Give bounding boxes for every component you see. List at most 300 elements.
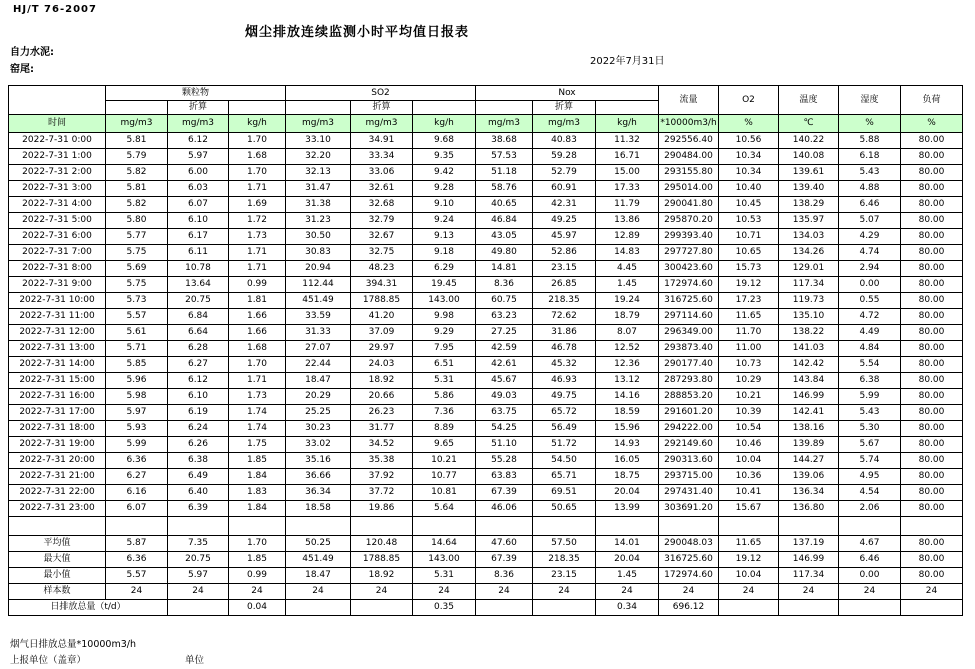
value-cell: 0.55 — [839, 293, 901, 309]
blank-cell — [351, 517, 413, 536]
value-cell: 48.23 — [351, 261, 413, 277]
value-cell: 11.70 — [719, 325, 779, 341]
doc-code: HJ/T 76-2007 — [13, 4, 97, 15]
value-cell: 1.66 — [229, 325, 286, 341]
time-cell: 2022-7-31 11:00 — [9, 309, 106, 325]
value-cell: 69.51 — [533, 485, 596, 501]
value-cell: 293873.40 — [659, 341, 719, 357]
value-cell — [351, 600, 413, 616]
value-cell: 146.99 — [779, 552, 839, 568]
summary-row — [9, 536, 963, 552]
unit-cell: *10000m3/h — [659, 115, 719, 133]
conv-label-pm: 折算 — [168, 101, 229, 115]
value-cell: 50.25 — [286, 536, 351, 552]
value-cell: 80.00 — [901, 405, 963, 421]
value-cell: 23.15 — [533, 261, 596, 277]
time-cell: 2022-7-31 8:00 — [9, 261, 106, 277]
value-cell: 5.86 — [413, 389, 476, 405]
value-cell: 5.61 — [106, 325, 168, 341]
blank-cell — [286, 101, 351, 115]
value-cell: 9.13 — [413, 229, 476, 245]
value-cell: 142.42 — [779, 357, 839, 373]
value-cell: 293155.80 — [659, 165, 719, 181]
value-cell: 5.97 — [168, 568, 229, 584]
value-cell: 32.68 — [351, 197, 413, 213]
value-cell: 5.81 — [106, 181, 168, 197]
value-cell: 290177.40 — [659, 357, 719, 373]
value-cell: 5.75 — [106, 277, 168, 293]
value-cell: 51.10 — [476, 437, 533, 453]
value-cell: 80.00 — [901, 309, 963, 325]
value-cell: 24 — [286, 584, 351, 600]
value-cell: 30.23 — [286, 421, 351, 437]
value-cell: 5.07 — [839, 213, 901, 229]
time-cell: 2022-7-31 19:00 — [9, 437, 106, 453]
unit-cell: kg/h — [229, 115, 286, 133]
value-cell: 299393.40 — [659, 229, 719, 245]
value-cell — [168, 600, 229, 616]
value-cell: 5.99 — [106, 437, 168, 453]
value-cell: 142.41 — [779, 405, 839, 421]
value-cell: 5.81 — [106, 133, 168, 149]
value-cell: 9.98 — [413, 309, 476, 325]
value-cell: 143.00 — [413, 552, 476, 568]
value-cell: 19.24 — [596, 293, 659, 309]
value-cell: 9.28 — [413, 181, 476, 197]
table-row — [9, 389, 963, 405]
value-cell: 6.64 — [168, 325, 229, 341]
value-cell: 38.68 — [476, 133, 533, 149]
value-cell: 140.08 — [779, 149, 839, 165]
time-cell: 2022-7-31 7:00 — [9, 245, 106, 261]
value-cell: 80.00 — [901, 261, 963, 277]
group-so2: SO2 — [286, 86, 476, 101]
value-cell: 1.83 — [229, 485, 286, 501]
value-cell: 11.65 — [719, 536, 779, 552]
value-cell: 24 — [719, 584, 779, 600]
value-cell: 26.85 — [533, 277, 596, 293]
time-header-blank — [9, 86, 106, 115]
value-cell: 10.40 — [719, 181, 779, 197]
value-cell: 5.74 — [839, 453, 901, 469]
value-cell: 30.50 — [286, 229, 351, 245]
blank-cell — [9, 517, 106, 536]
value-cell: 14.01 — [596, 536, 659, 552]
value-cell: 10.39 — [719, 405, 779, 421]
time-cell: 2022-7-31 17:00 — [9, 405, 106, 421]
value-cell: 16.05 — [596, 453, 659, 469]
value-cell: 13.64 — [168, 277, 229, 293]
group-humidity: 湿度 — [839, 86, 901, 115]
value-cell: 5.67 — [839, 437, 901, 453]
value-cell: 303691.20 — [659, 501, 719, 517]
value-cell: 451.49 — [286, 552, 351, 568]
value-cell: 17.33 — [596, 181, 659, 197]
value-cell: 140.22 — [779, 133, 839, 149]
value-cell: 218.35 — [533, 293, 596, 309]
value-cell: 139.61 — [779, 165, 839, 181]
value-cell: 6.07 — [106, 501, 168, 517]
value-cell: 63.23 — [476, 309, 533, 325]
value-cell: 138.16 — [779, 421, 839, 437]
value-cell: 1.69 — [229, 197, 286, 213]
value-cell: 8.36 — [476, 568, 533, 584]
value-cell: 9.18 — [413, 245, 476, 261]
value-cell: 5.93 — [106, 421, 168, 437]
value-cell: 50.65 — [533, 501, 596, 517]
value-cell: 4.29 — [839, 229, 901, 245]
blank-cell — [779, 517, 839, 536]
value-cell: 65.71 — [533, 469, 596, 485]
value-cell: 6.27 — [106, 469, 168, 485]
value-cell: 37.72 — [351, 485, 413, 501]
value-cell: 51.18 — [476, 165, 533, 181]
value-cell: 80.00 — [901, 133, 963, 149]
footer-unit: 单位 — [185, 655, 205, 666]
value-cell: 6.10 — [168, 213, 229, 229]
value-cell: 10.65 — [719, 245, 779, 261]
value-cell: 51.72 — [533, 437, 596, 453]
unit-cell: % — [719, 115, 779, 133]
value-cell: 24 — [779, 584, 839, 600]
value-cell: 288853.20 — [659, 389, 719, 405]
value-cell: 52.86 — [533, 245, 596, 261]
value-cell: 18.59 — [596, 405, 659, 421]
value-cell: 316725.60 — [659, 293, 719, 309]
table-row — [9, 485, 963, 501]
value-cell: 394.31 — [351, 277, 413, 293]
daily-total-row — [9, 600, 963, 616]
group-o2: O2 — [719, 86, 779, 115]
value-cell: 119.73 — [779, 293, 839, 309]
value-cell: 6.10 — [168, 389, 229, 405]
value-cell: 11.32 — [596, 133, 659, 149]
value-cell: 27.07 — [286, 341, 351, 357]
value-cell: 80.00 — [901, 245, 963, 261]
value-cell: 144.27 — [779, 453, 839, 469]
value-cell: 67.39 — [476, 552, 533, 568]
value-cell: 287293.80 — [659, 373, 719, 389]
company-label: 自力水泥: — [10, 47, 54, 58]
value-cell: 4.72 — [839, 309, 901, 325]
value-cell: 80.00 — [901, 341, 963, 357]
value-cell: 52.79 — [533, 165, 596, 181]
value-cell: 46.06 — [476, 501, 533, 517]
report-date: 2022年7月31日 — [590, 56, 665, 67]
value-cell: 5.82 — [106, 165, 168, 181]
value-cell: 8.36 — [476, 277, 533, 293]
value-cell: 24 — [106, 584, 168, 600]
value-cell: 6.38 — [168, 453, 229, 469]
value-cell: 6.38 — [839, 373, 901, 389]
value-cell: 143.84 — [779, 373, 839, 389]
value-cell: 10.21 — [413, 453, 476, 469]
value-cell: 67.39 — [476, 485, 533, 501]
value-cell: 49.03 — [476, 389, 533, 405]
value-cell: 35.38 — [351, 453, 413, 469]
value-cell: 31.86 — [533, 325, 596, 341]
table-row — [9, 325, 963, 341]
value-cell: 1.74 — [229, 405, 286, 421]
value-cell: 54.50 — [533, 453, 596, 469]
value-cell: 295870.20 — [659, 213, 719, 229]
value-cell: 80.00 — [901, 536, 963, 552]
value-cell: 10.56 — [719, 133, 779, 149]
value-cell: 1.45 — [596, 277, 659, 293]
value-cell: 5.30 — [839, 421, 901, 437]
table-row — [9, 421, 963, 437]
value-cell: 27.25 — [476, 325, 533, 341]
blank-cell — [476, 101, 533, 115]
value-cell: 14.93 — [596, 437, 659, 453]
title-wrap — [0, 21, 714, 40]
value-cell: 13.86 — [596, 213, 659, 229]
value-cell: 10.77 — [413, 469, 476, 485]
group-flow: 流量 — [659, 86, 719, 115]
blank-cell — [286, 517, 351, 536]
value-cell: 20.75 — [168, 293, 229, 309]
value-cell: 11.00 — [719, 341, 779, 357]
value-cell: 14.64 — [413, 536, 476, 552]
value-cell: 1.70 — [229, 536, 286, 552]
time-cell: 2022-7-31 12:00 — [9, 325, 106, 341]
value-cell: 146.99 — [779, 389, 839, 405]
time-cell: 2022-7-31 16:00 — [9, 389, 106, 405]
table-row — [9, 197, 963, 213]
blank-cell — [168, 517, 229, 536]
value-cell: 172974.60 — [659, 277, 719, 293]
value-cell: 32.67 — [351, 229, 413, 245]
value-cell: 33.06 — [351, 165, 413, 181]
value-cell: 139.06 — [779, 469, 839, 485]
time-cell: 2022-7-31 4:00 — [9, 197, 106, 213]
table-row — [9, 309, 963, 325]
value-cell: 5.31 — [413, 373, 476, 389]
blank-cell — [596, 517, 659, 536]
value-cell: 296349.00 — [659, 325, 719, 341]
value-cell: 72.62 — [533, 309, 596, 325]
value-cell: 10.45 — [719, 197, 779, 213]
value-cell: 15.00 — [596, 165, 659, 181]
value-cell: 6.19 — [168, 405, 229, 421]
summary-label-cell: 样本数 — [9, 584, 106, 600]
blank-cell — [533, 517, 596, 536]
value-cell — [533, 600, 596, 616]
value-cell: 1.84 — [229, 469, 286, 485]
value-cell: 10.04 — [719, 568, 779, 584]
value-cell — [839, 600, 901, 616]
summary-label-cell: 最大值 — [9, 552, 106, 568]
value-cell: 24 — [413, 584, 476, 600]
value-cell: 80.00 — [901, 357, 963, 373]
value-cell: 6.36 — [106, 453, 168, 469]
value-cell: 65.72 — [533, 405, 596, 421]
value-cell: 20.75 — [168, 552, 229, 568]
value-cell: 15.96 — [596, 421, 659, 437]
value-cell: 5.69 — [106, 261, 168, 277]
value-cell: 24 — [596, 584, 659, 600]
value-cell: 34.52 — [351, 437, 413, 453]
value-cell: 172974.60 — [659, 568, 719, 584]
value-cell: 290313.60 — [659, 453, 719, 469]
value-cell: 23.15 — [533, 568, 596, 584]
time-header: 时间 — [9, 115, 106, 133]
value-cell: 5.43 — [839, 165, 901, 181]
value-cell: 6.27 — [168, 357, 229, 373]
unit-cell: % — [901, 115, 963, 133]
value-cell: 55.28 — [476, 453, 533, 469]
value-cell: 9.35 — [413, 149, 476, 165]
value-cell: 17.23 — [719, 293, 779, 309]
value-cell: 80.00 — [901, 181, 963, 197]
value-cell: 43.05 — [476, 229, 533, 245]
value-cell: 37.09 — [351, 325, 413, 341]
value-cell: 5.88 — [839, 133, 901, 149]
value-cell: 1.85 — [229, 453, 286, 469]
value-cell: 1.70 — [229, 357, 286, 373]
blank-cell — [901, 517, 963, 536]
value-cell: 49.25 — [533, 213, 596, 229]
value-cell: 80.00 — [901, 277, 963, 293]
table-row — [9, 453, 963, 469]
value-cell: 6.40 — [168, 485, 229, 501]
value-cell: 80.00 — [901, 293, 963, 309]
table-row — [9, 341, 963, 357]
value-cell: 696.12 — [659, 600, 719, 616]
time-cell: 2022-7-31 20:00 — [9, 453, 106, 469]
table-row — [9, 469, 963, 485]
value-cell: 12.36 — [596, 357, 659, 373]
value-cell: 33.59 — [286, 309, 351, 325]
time-cell: 2022-7-31 23:00 — [9, 501, 106, 517]
value-cell: 46.93 — [533, 373, 596, 389]
value-cell: 5.85 — [106, 357, 168, 373]
value-cell: 5.73 — [106, 293, 168, 309]
blank-cell — [719, 517, 779, 536]
value-cell: 8.89 — [413, 421, 476, 437]
value-cell: 0.99 — [229, 277, 286, 293]
value-cell: 1.71 — [229, 373, 286, 389]
value-cell: 290484.00 — [659, 149, 719, 165]
daily-total-label: 日排放总量（t/d） — [9, 600, 168, 616]
value-cell: 32.79 — [351, 213, 413, 229]
summary-row — [9, 552, 963, 568]
value-cell: 6.00 — [168, 165, 229, 181]
table-row — [9, 181, 963, 197]
value-cell: 297114.60 — [659, 309, 719, 325]
value-cell: 1.45 — [596, 568, 659, 584]
value-cell: 5.79 — [106, 149, 168, 165]
value-cell: 80.00 — [901, 229, 963, 245]
value-cell: 19.12 — [719, 277, 779, 293]
value-cell: 40.65 — [476, 197, 533, 213]
value-cell: 6.12 — [168, 133, 229, 149]
value-cell: 80.00 — [901, 568, 963, 584]
value-cell: 5.98 — [106, 389, 168, 405]
time-cell: 2022-7-31 9:00 — [9, 277, 106, 293]
value-cell: 5.77 — [106, 229, 168, 245]
value-cell: 33.02 — [286, 437, 351, 453]
table-row — [9, 245, 963, 261]
value-cell: 1.70 — [229, 165, 286, 181]
value-cell: 5.31 — [413, 568, 476, 584]
table-row — [9, 293, 963, 309]
value-cell: 134.26 — [779, 245, 839, 261]
value-cell: 35.16 — [286, 453, 351, 469]
value-cell: 15.67 — [719, 501, 779, 517]
table-row — [9, 501, 963, 517]
value-cell: 80.00 — [901, 501, 963, 517]
value-cell: 9.42 — [413, 165, 476, 181]
value-cell: 31.47 — [286, 181, 351, 197]
value-cell: 5.57 — [106, 309, 168, 325]
value-cell: 297727.80 — [659, 245, 719, 261]
value-cell: 24 — [839, 584, 901, 600]
value-cell: 80.00 — [901, 149, 963, 165]
value-cell: 24 — [351, 584, 413, 600]
value-cell: 30.83 — [286, 245, 351, 261]
table-row — [9, 437, 963, 453]
value-cell: 13.99 — [596, 501, 659, 517]
value-cell: 137.19 — [779, 536, 839, 552]
value-cell: 1.81 — [229, 293, 286, 309]
value-cell: 4.49 — [839, 325, 901, 341]
blank-cell — [413, 101, 476, 115]
time-cell: 2022-7-31 2:00 — [9, 165, 106, 181]
time-cell: 2022-7-31 14:00 — [9, 357, 106, 373]
table-row — [9, 405, 963, 421]
value-cell: 5.54 — [839, 357, 901, 373]
summary-row — [9, 568, 963, 584]
value-cell: 15.73 — [719, 261, 779, 277]
value-cell: 18.47 — [286, 373, 351, 389]
value-cell: 80.00 — [901, 485, 963, 501]
value-cell: 4.45 — [596, 261, 659, 277]
value-cell: 80.00 — [901, 453, 963, 469]
value-cell: 1.73 — [229, 389, 286, 405]
value-cell: 18.58 — [286, 501, 351, 517]
value-cell: 24 — [229, 584, 286, 600]
value-cell: 11.65 — [719, 309, 779, 325]
report-table — [8, 85, 963, 616]
value-cell: 60.75 — [476, 293, 533, 309]
value-cell: 10.36 — [719, 469, 779, 485]
summary-label-cell: 平均值 — [9, 536, 106, 552]
value-cell: 18.92 — [351, 568, 413, 584]
value-cell: 5.87 — [106, 536, 168, 552]
value-cell: 5.80 — [106, 213, 168, 229]
time-cell: 2022-7-31 15:00 — [9, 373, 106, 389]
value-cell: 291601.20 — [659, 405, 719, 421]
value-cell: 7.35 — [168, 536, 229, 552]
table-row — [9, 229, 963, 245]
value-cell: 5.82 — [106, 197, 168, 213]
value-cell: 9.24 — [413, 213, 476, 229]
value-cell: 12.52 — [596, 341, 659, 357]
value-cell: 112.44 — [286, 277, 351, 293]
value-cell: 6.51 — [413, 357, 476, 373]
value-cell: 0.00 — [839, 277, 901, 293]
value-cell: 6.28 — [168, 341, 229, 357]
value-cell: 1.71 — [229, 261, 286, 277]
value-cell: 7.36 — [413, 405, 476, 421]
value-cell: 4.74 — [839, 245, 901, 261]
value-cell: 143.00 — [413, 293, 476, 309]
value-cell: 80.00 — [901, 421, 963, 437]
value-cell: 141.03 — [779, 341, 839, 357]
value-cell: 19.45 — [413, 277, 476, 293]
value-cell — [719, 600, 779, 616]
